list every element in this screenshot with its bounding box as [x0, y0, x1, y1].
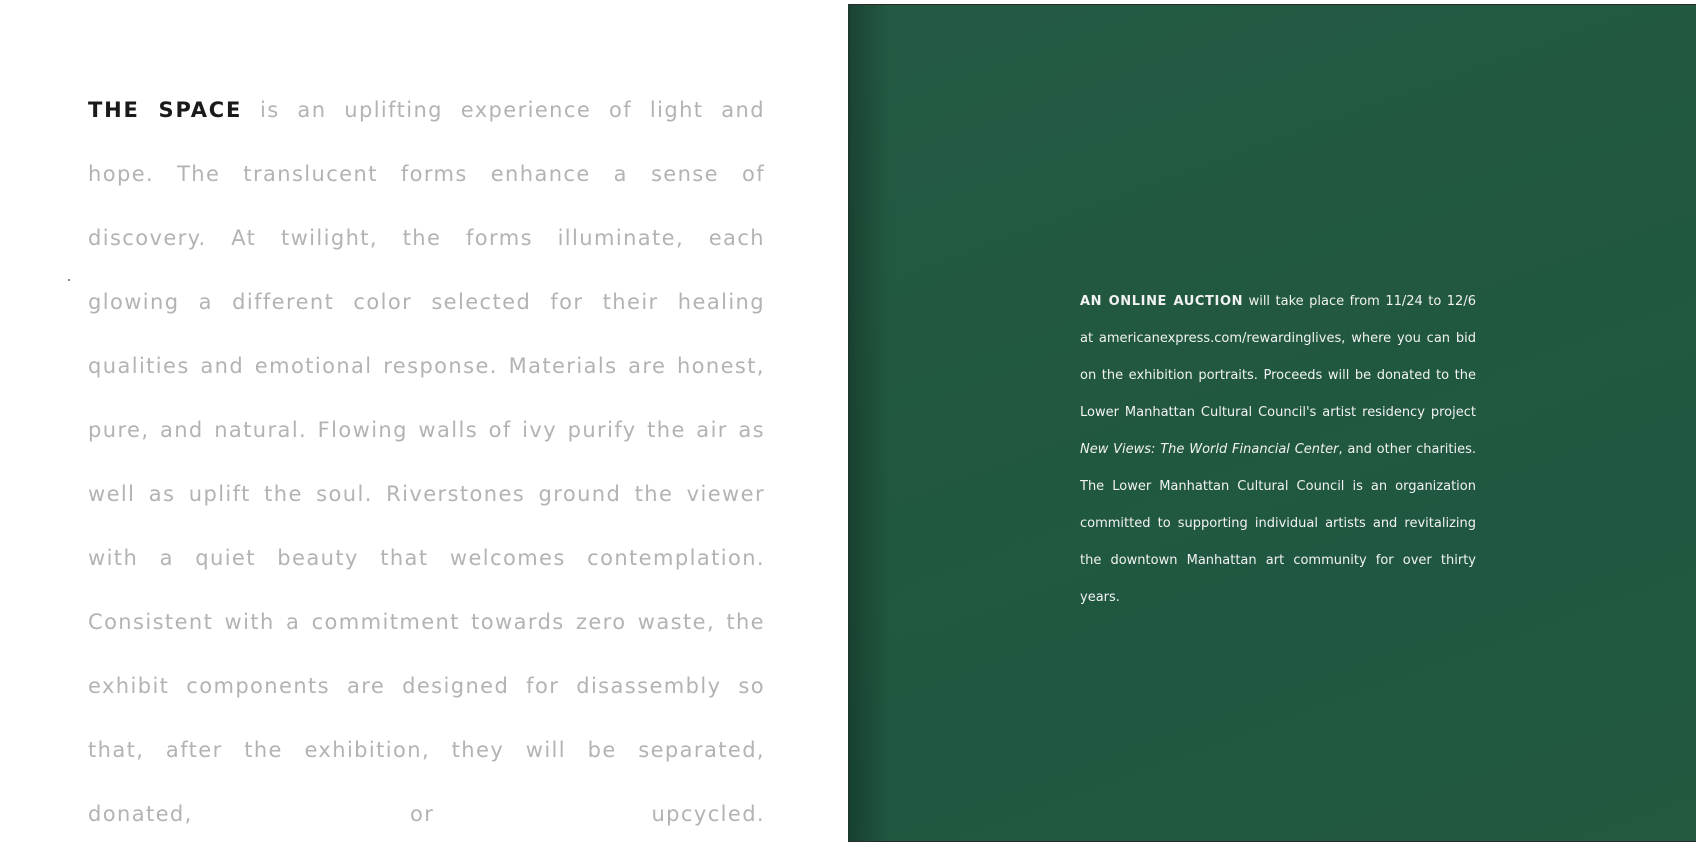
auction-heading: AN ONLINE AUCTION [1080, 294, 1244, 309]
page-gutter-shadow [850, 5, 890, 841]
space-heading: THE SPACE [88, 98, 243, 122]
stray-dot [68, 279, 70, 281]
right-page [848, 4, 1696, 842]
auction-text-part-2: , and other charities. The Lower Manhattan Cultural Council is an organization committed to supporting individual artists and revitalizing the downtown Manhattan art community for over thirty years. [1080, 442, 1477, 605]
space-body: is an uplifting experience of light and hope. The translucent forms enhance a sense of discovery. At twilight, the forms illuminate, each glowing a different color selected for their healing qualities and emotional response. Materials are honest, pure, and natural. Flowing walls of ivy purify the air as well as uplift the soul. Riverstones ground the viewer with a quiet beauty that welcomes contemplation. Consistent with a commitment towards zero waste, the exhibit components are designed for disassembly so that, after the exhibition, they will be separated, donated, or upcycled. [88, 98, 766, 826]
auction-project-title: New Views: The World Financial Center [1080, 442, 1339, 457]
space-paragraph [88, 78, 765, 846]
auction-text-part-1: will take place from 11/24 to 12/6 at americanexpress.com/rewardinglives, where you can bid on the exhibition portraits. Proceeds will be donated to the Lower Manhattan Cultural Council's artist residency project [1080, 294, 1476, 420]
auction-paragraph [1080, 283, 1476, 616]
